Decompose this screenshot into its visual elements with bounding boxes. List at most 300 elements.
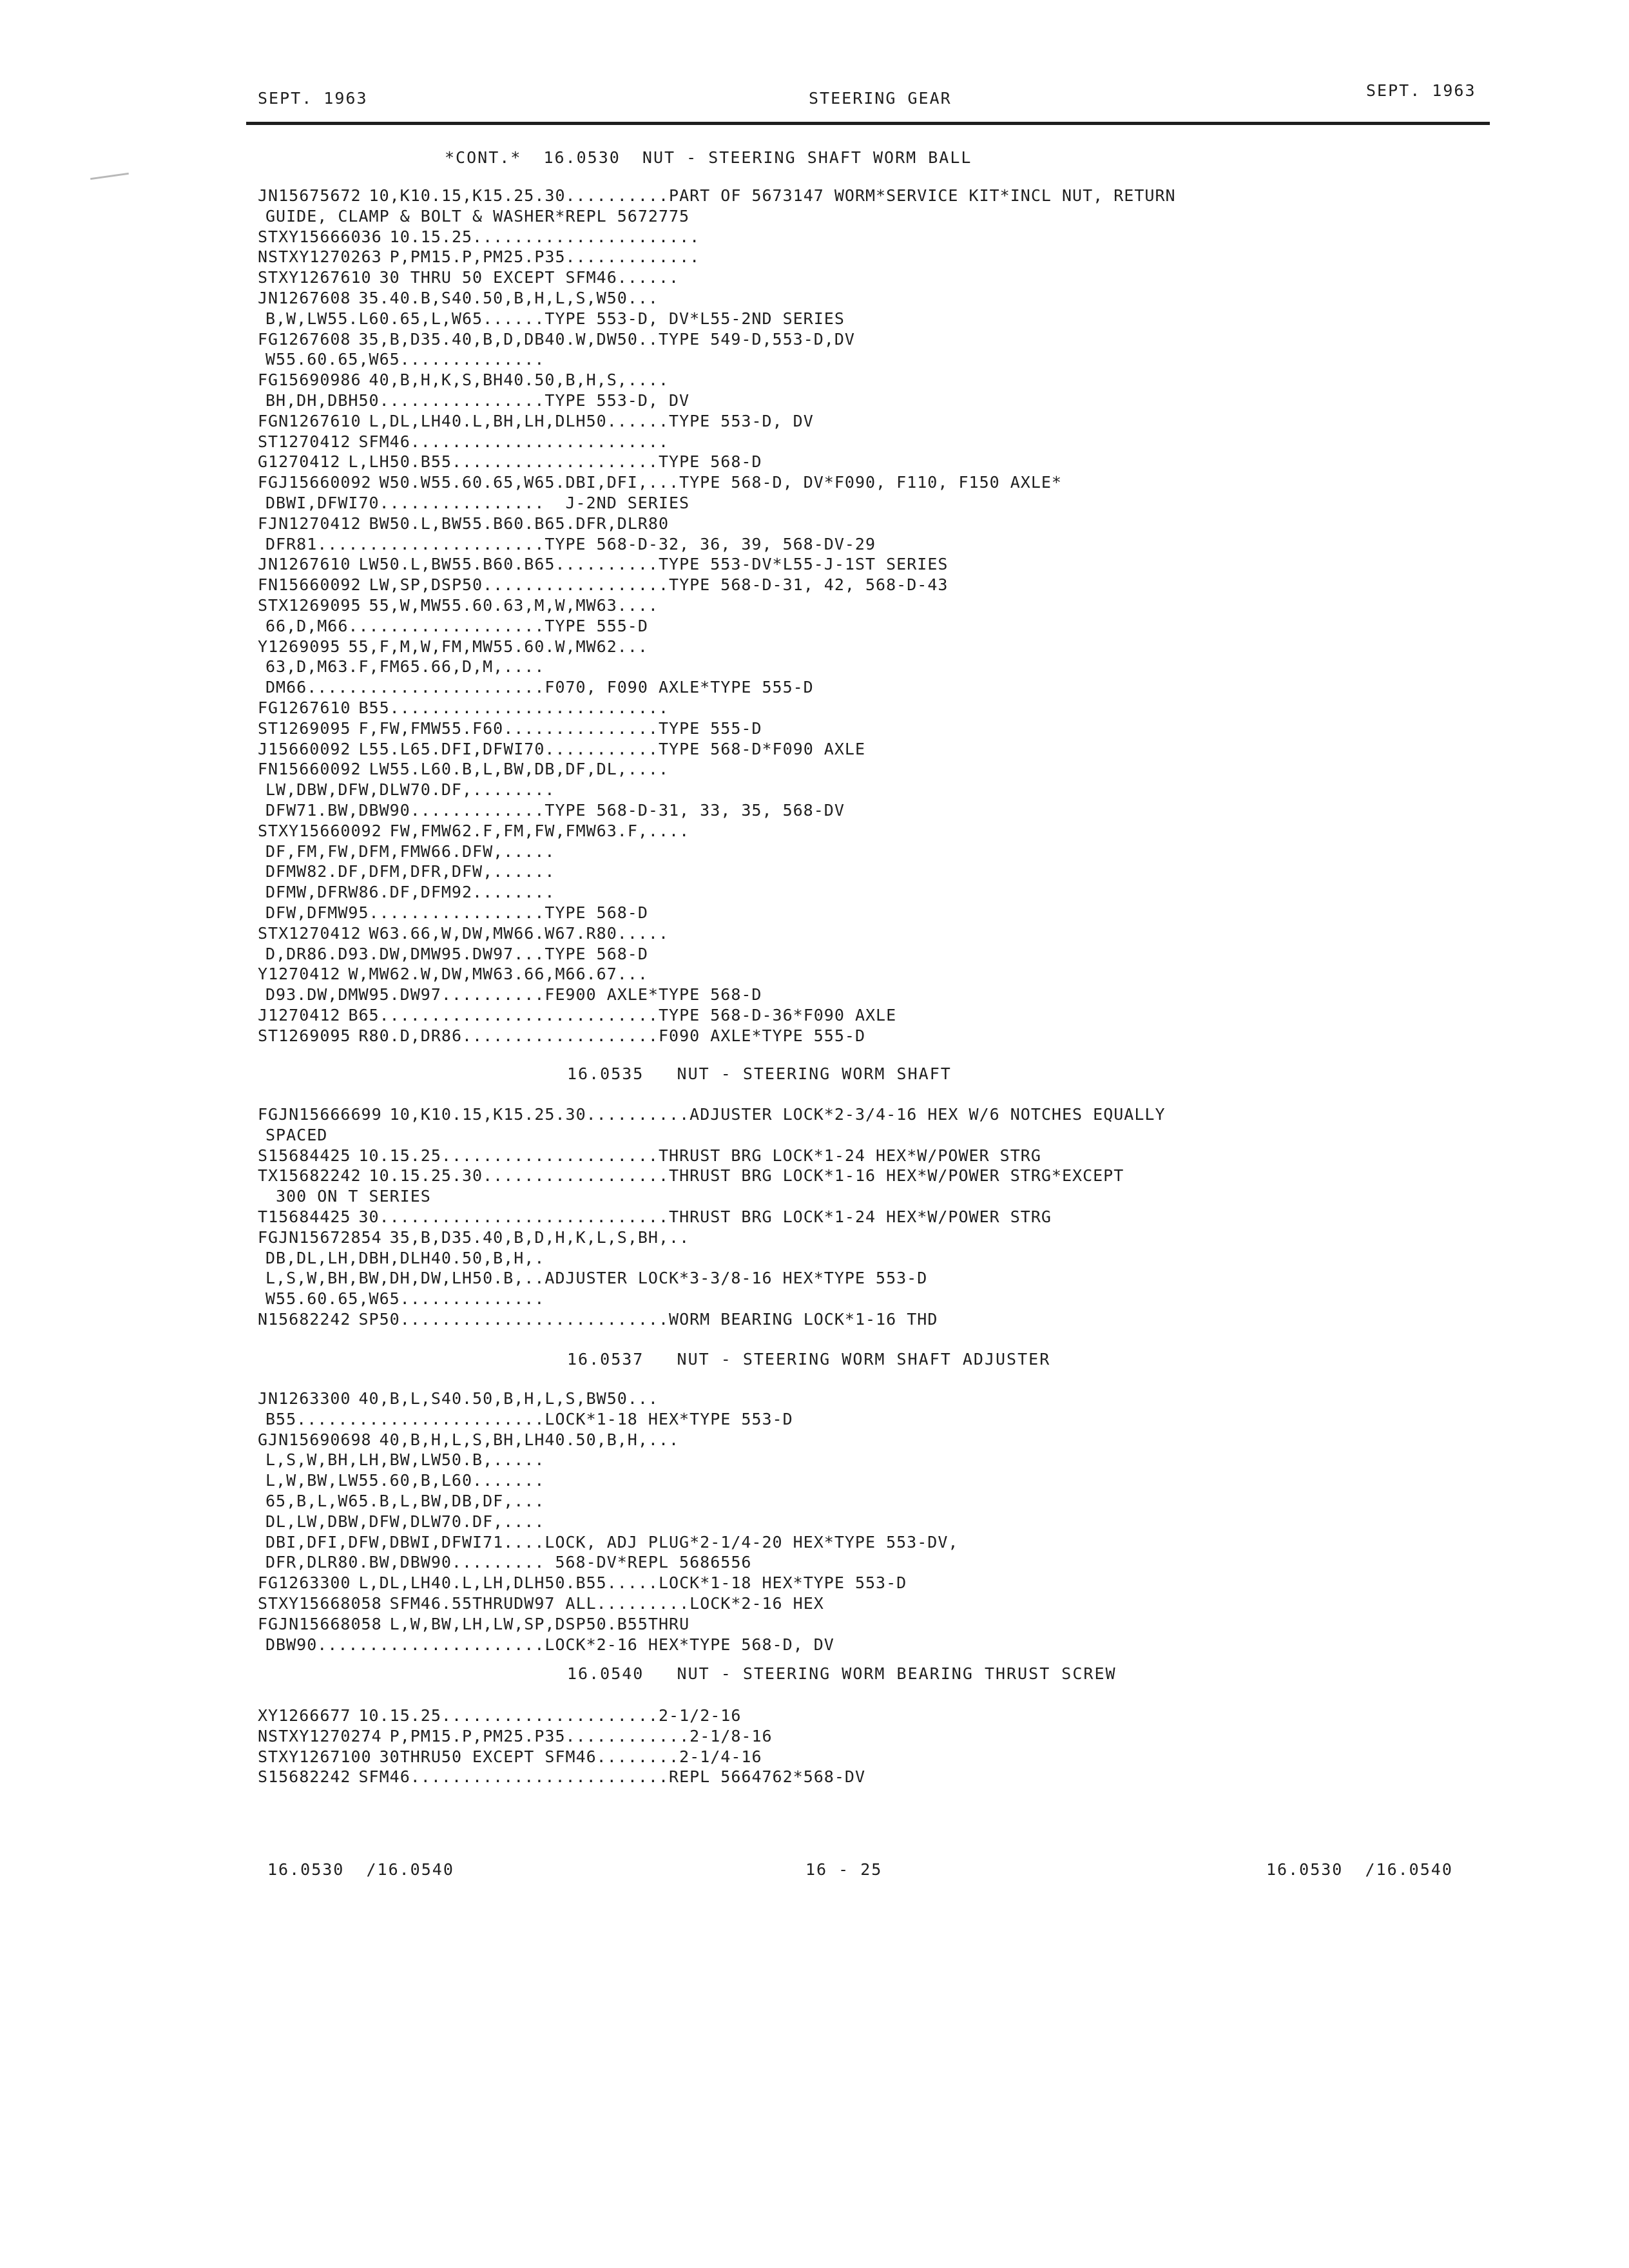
quantity: 1	[278, 1026, 289, 1045]
part-number: 5682242	[278, 1310, 351, 1329]
parts-row	[258, 309, 845, 329]
application: 10.15.25.....................	[358, 1706, 659, 1725]
part-number: 267610	[299, 411, 361, 430]
application: LW,SP,DSP50..................	[369, 575, 670, 595]
part-number: 269095	[289, 718, 351, 738]
parts-row	[258, 1726, 773, 1746]
part-number: 270274	[320, 1726, 382, 1745]
part-number: 5690986	[289, 370, 361, 390]
quantity: 1	[278, 1706, 289, 1725]
quantity: 1	[289, 1430, 300, 1449]
part-number: 270412	[299, 514, 361, 533]
description: ADJUSTER LOCK*2-3/4-16 HEX W/6 NOTCHES EQUALLY	[689, 1105, 1166, 1124]
application: 40,B,H,L,S,BH,LH40.50,B,H,...	[379, 1430, 680, 1449]
quantity: 1	[299, 1747, 310, 1766]
quantity: 1	[278, 1573, 289, 1593]
application: 35.40.B,S40.50,B,H,L,S,W50...	[358, 289, 659, 307]
part-number: 267610	[309, 268, 372, 287]
parts-row	[258, 1706, 741, 1725]
description: TYPE 555-D	[545, 616, 648, 635]
parts-row	[258, 1573, 907, 1593]
model-codes: STX	[258, 596, 289, 615]
application: B55...........................	[358, 698, 670, 717]
quantity: 1	[268, 965, 279, 984]
parts-row	[258, 1207, 1052, 1227]
model-codes: JN	[258, 1389, 279, 1408]
application: L,DL,LH40.L,LH,DLH50.B55.....	[358, 1573, 659, 1593]
application: 30............................	[358, 1207, 670, 1226]
application: 40,B,L,S40.50,B,H,L,S,BW50...	[358, 1389, 659, 1408]
parts-row	[258, 657, 545, 677]
description: FE900 AXLE*TYPE 568-D	[545, 985, 762, 1004]
application: DFR,DLR80.BW,DBW90.........	[265, 1553, 545, 1572]
quantity: 1	[299, 1614, 310, 1633]
parts-row	[258, 349, 545, 369]
description: F070, F090 AXLE*TYPE 555-D	[545, 678, 814, 697]
parts-row	[258, 206, 689, 226]
parts-row	[258, 1186, 431, 1206]
description: TYPE 568-D	[545, 944, 648, 963]
parts-row	[258, 718, 762, 738]
application: 10.15.25.30..................	[369, 1166, 670, 1186]
model-codes: JN	[258, 289, 279, 307]
parts-row	[258, 1309, 938, 1329]
part-number: 270263	[320, 247, 382, 267]
parts-row	[258, 677, 814, 697]
application: DL,LW,DBW,DFW,DLW70.DF,....	[265, 1512, 545, 1531]
parts-row	[258, 1450, 545, 1470]
parts-row	[258, 329, 855, 349]
application: BW50.L,BW55.B60.B65.DFR,DLR80	[369, 514, 670, 533]
part-number: 5660092	[299, 473, 372, 492]
parts-row	[258, 534, 876, 554]
application: B55........................	[265, 1409, 545, 1428]
application: 35,B,D35.40,B,D,DB40.W,DW50..	[358, 329, 659, 349]
application: DBWI,DFWI70................	[265, 494, 545, 512]
parts-row	[258, 923, 669, 943]
description: LOCK*1-18 HEX*TYPE 553-D	[545, 1409, 793, 1428]
model-codes: STXY	[258, 1747, 300, 1766]
parts-row	[258, 1430, 679, 1450]
part-number: 5660092	[278, 739, 351, 758]
model-codes: J	[258, 739, 269, 758]
parts-row	[258, 370, 669, 390]
quantity: 1	[289, 473, 300, 492]
parts-row	[258, 1532, 958, 1552]
model-codes: FN	[258, 760, 279, 779]
quantity: 1	[289, 923, 300, 943]
application: DBI,DFI,DFW,DBWI,DFWI71....	[265, 1532, 545, 1552]
header-date-right: SEPT. 1963	[1366, 81, 1476, 100]
part-number: 5666036	[309, 227, 382, 246]
quantity: 1	[268, 1767, 279, 1787]
part-number: 270412	[278, 1006, 341, 1024]
part-number: 5660092	[309, 821, 382, 840]
quantity: 1	[278, 718, 289, 738]
application: SFM46.........................	[358, 432, 670, 451]
application: LW55.L60.B,L,BW,DB,DF,DL,....	[369, 760, 670, 779]
part-number: 5675672	[289, 186, 361, 205]
description: REPL 5664762*568-DV	[669, 1767, 866, 1787]
description: TYPE 568-D	[658, 452, 762, 472]
model-codes: FG	[258, 329, 279, 349]
application: BH,DH,DBH50................	[265, 391, 545, 410]
description: THRUST BRG LOCK*1-24 HEX*W/POWER STRG	[658, 1146, 1041, 1165]
quantity: 1	[289, 596, 300, 615]
quantity: 1	[289, 514, 300, 533]
application: DFMW82.DF,DFM,DFR,DFW,......	[265, 862, 555, 881]
parts-row	[258, 882, 555, 902]
application: 10.15.25.....................	[358, 1146, 659, 1165]
parts-row	[258, 1268, 927, 1288]
model-codes: FGJ	[258, 473, 289, 492]
application: 63,D,M63.F,FM65.66,D,M,....	[265, 657, 545, 677]
quantity: 1	[278, 698, 289, 717]
header-title: STEERING GEAR	[809, 89, 952, 108]
quantity: 1	[299, 268, 310, 287]
application: DBW90......................	[265, 1635, 545, 1654]
parts-row	[258, 595, 659, 615]
application: L,S,W,BH,LH,BW,LW50.B,.....	[265, 1450, 545, 1470]
application: SP50..........................	[358, 1310, 670, 1329]
parts-row	[258, 1005, 896, 1025]
application: 55,F,M,W,FM,MW55.60.W,MW62...	[348, 637, 648, 656]
parts-row	[258, 964, 648, 984]
model-codes: FG	[258, 370, 279, 390]
quantity: 1	[278, 329, 289, 349]
section-title: 16.0535 NUT - STEERING WORM SHAFT	[567, 1064, 952, 1083]
model-codes: STXY	[258, 1594, 300, 1613]
quantity: 1	[309, 1726, 320, 1745]
part-number: 5690698	[299, 1430, 372, 1449]
part-number: 5672854	[309, 1227, 382, 1247]
application: L,W,BW,LW55.60,B,L60.......	[265, 1471, 545, 1490]
parts-row	[258, 1635, 834, 1655]
part-number: 267610	[289, 555, 351, 574]
part-number: 5660092	[289, 575, 361, 595]
parts-row	[258, 411, 814, 431]
model-codes: FGJN	[258, 1227, 300, 1247]
parts-row	[258, 1614, 689, 1634]
parts-row	[258, 1470, 545, 1490]
description: J-2ND SERIES	[545, 494, 690, 512]
description: F090 AXLE*TYPE 555-D	[658, 1026, 866, 1045]
application: DFMW,DFRW86.DF,DFM92........	[265, 883, 555, 902]
application: P,PM15.P,PM25.P35.............	[389, 247, 700, 267]
application: W55.60.65,W65..............	[265, 1289, 545, 1309]
parts-row	[258, 780, 555, 800]
model-codes: FJN	[258, 514, 289, 533]
application: B65...........................	[348, 1006, 659, 1024]
application: W63.66,W,DW,MW66.W67.R80.....	[369, 923, 670, 943]
section-title: 16.0537 NUT - STEERING WORM SHAFT ADJUSTER	[567, 1350, 1051, 1369]
model-codes: Y	[258, 637, 269, 656]
parts-row	[258, 759, 669, 779]
description: ADJUSTER LOCK*3-3/8-16 HEX*TYPE 553-D	[545, 1269, 928, 1288]
application: SFM46.55THRUDW97 ALL.........	[389, 1594, 690, 1613]
part-number: 269095	[278, 637, 341, 656]
section-title: 16.0540 NUT - STEERING WORM BEARING THRUST SCREW	[567, 1664, 1117, 1683]
parts-row	[258, 452, 762, 472]
description: LOCK*2-16 HEX*TYPE 568-D, DV	[545, 1635, 834, 1654]
description: TYPE 553-D, DV	[545, 391, 690, 410]
description: TYPE 568-D-31, 42, 568-D-43	[669, 575, 949, 595]
description: LOCK*1-18 HEX*TYPE 553-D	[658, 1573, 907, 1593]
parts-row	[258, 739, 865, 759]
description: TYPE 568-D-36*F090 AXLE	[658, 1006, 897, 1024]
parts-row	[258, 1146, 1041, 1166]
description: 568-DV*REPL 5686556	[545, 1553, 752, 1572]
application: 65,B,L,W65.B,L,BW,DB,DF,...	[265, 1492, 545, 1510]
part-number: 270412	[278, 452, 341, 472]
application: B,W,LW55.L60.65,L,W65......	[265, 309, 545, 328]
description: THRUST BRG LOCK*1-16 HEX*W/POWER STRG*EXCEPT	[669, 1166, 1124, 1186]
parts-row	[258, 985, 762, 1004]
description: 2-1/4-16	[679, 1747, 762, 1766]
part-number: 5668058	[309, 1614, 382, 1633]
application: 30THRU50 EXCEPT SFM46........	[379, 1747, 680, 1766]
parts-row	[258, 1227, 689, 1247]
parts-row	[258, 1125, 327, 1145]
application: DF,FM,FW,DFM,FMW66.DFW,.....	[265, 841, 555, 861]
part-number: 5684425	[278, 1207, 351, 1226]
model-codes: N	[258, 1310, 269, 1329]
parts-row	[258, 944, 648, 964]
description: 2-1/8-16	[689, 1726, 773, 1745]
quantity: 1	[268, 739, 279, 758]
description: TYPE 555-D	[658, 718, 762, 738]
description: GUIDE, CLAMP & BOLT & WASHER*REPL 5672775	[265, 206, 690, 226]
application: L,DL,LH40.L,BH,LH,DLH50......	[369, 411, 670, 430]
part-number: 263300	[289, 1573, 351, 1593]
parts-row	[258, 1767, 865, 1787]
parts-row	[258, 390, 689, 410]
parts-row	[258, 637, 648, 657]
description: TYPE 549-D,553-D,DV	[658, 329, 855, 349]
model-codes: GJN	[258, 1430, 289, 1449]
part-number: 5660092	[289, 760, 361, 779]
quantity: 1	[278, 186, 289, 205]
model-codes: FG	[258, 1573, 279, 1593]
parts-row	[258, 821, 689, 841]
description: 300 ON T SERIES	[265, 1187, 431, 1206]
quantity: 1	[309, 247, 320, 267]
model-codes: ST	[258, 432, 279, 451]
application: 10,K10.15,K15.25.30..........	[369, 186, 670, 205]
part-number: 269095	[299, 596, 361, 615]
part-number: 267608	[289, 329, 351, 349]
section-title: *CONT.* 16.0530 NUT - STEERING SHAFT WORM BALL	[445, 148, 972, 167]
quantity: 1	[278, 575, 289, 595]
parts-row	[258, 800, 845, 820]
part-number: 267608	[289, 289, 351, 307]
part-number: 266677	[289, 1706, 351, 1725]
parts-row	[258, 288, 659, 308]
parts-row	[258, 1593, 824, 1613]
parts-row	[258, 1248, 545, 1268]
model-codes: XY	[258, 1706, 279, 1725]
application: F,FW,FMW55.F60...............	[358, 718, 659, 738]
model-codes: S	[258, 1146, 269, 1165]
application: L55.L65.DFI,DFWI70...........	[358, 739, 659, 758]
parts-row	[258, 227, 700, 247]
application: 40,B,H,K,S,BH40.50,B,H,S,....	[369, 370, 670, 390]
parts-row	[258, 554, 948, 574]
quantity: 1	[289, 411, 300, 430]
parts-row	[258, 267, 679, 287]
scan-mark	[90, 173, 129, 180]
quantity: 1	[278, 555, 289, 574]
model-codes: JN	[258, 555, 279, 574]
quantity: 1	[278, 1389, 289, 1408]
quantity: 1	[299, 1105, 310, 1124]
quantity: 1	[268, 1146, 279, 1165]
description: 2-1/2-16	[658, 1706, 742, 1725]
model-codes: ST	[258, 1026, 279, 1045]
parts-row	[258, 1512, 545, 1532]
application: DB,DL,LH,DBH,DLH40.50,B,H,.	[265, 1248, 545, 1267]
model-codes: STXY	[258, 268, 300, 287]
parts-row	[258, 1289, 545, 1309]
description: TYPE 568-D, DV*F090, F110, F150 AXLE*	[679, 473, 1062, 492]
part-number: 267100	[309, 1747, 372, 1766]
description: TYPE 553-D, DV	[669, 411, 814, 430]
application: DFR81......................	[265, 534, 545, 553]
model-codes: FG	[258, 698, 279, 717]
model-codes: NSTXY	[258, 247, 310, 267]
model-codes: FGJN	[258, 1105, 300, 1124]
quantity: 1	[278, 1166, 289, 1186]
quantity: 1	[299, 1227, 310, 1247]
quantity: 1	[278, 760, 289, 779]
part-number: 267610	[289, 698, 351, 717]
parts-row	[258, 514, 669, 533]
application: L,S,W,BH,BW,DH,DW,LH50.B,..	[265, 1269, 545, 1288]
application: LW50.L,BW55.B60.B65..........	[358, 555, 659, 574]
model-codes: G	[258, 452, 269, 472]
application: 10.15.25......................	[389, 227, 700, 246]
description: TYPE 568-D-32, 36, 39, 568-DV-29	[545, 534, 876, 553]
parts-row	[258, 616, 648, 636]
model-codes: FGN	[258, 411, 289, 430]
model-codes: J	[258, 1006, 269, 1024]
quantity: 1	[268, 1207, 279, 1226]
quantity: 1	[299, 1594, 310, 1613]
quantity: 1	[268, 1006, 279, 1024]
description: PART OF 5673147 WORM*SERVICE KIT*INCL NUT, RETURN	[669, 186, 1176, 205]
parts-row	[258, 903, 648, 923]
quantity: 1	[299, 227, 310, 246]
model-codes: NSTXY	[258, 1726, 310, 1745]
quantity: 1	[278, 432, 289, 451]
application: FW,FMW62.F,FM,FW,FMW63.F,....	[389, 821, 690, 840]
parts-row	[258, 861, 555, 881]
header-date-left: SEPT. 1963	[258, 89, 368, 108]
application: R80.D,DR86...................	[358, 1026, 659, 1045]
part-number: 270412	[299, 923, 361, 943]
quantity: 1	[278, 289, 289, 307]
parts-row	[258, 575, 948, 595]
part-number: 270412	[289, 432, 351, 451]
description: TYPE 568-D	[545, 903, 648, 922]
footer-range-left: 16.0530 /16.0540	[267, 1860, 454, 1879]
description: TYPE 568-D-31, 33, 35, 568-DV	[545, 801, 845, 820]
application: L,LH50.B55....................	[348, 452, 659, 472]
part-number: 5668058	[309, 1594, 382, 1613]
parts-row	[258, 472, 1062, 492]
application: 30 THRU 50 EXCEPT SFM46......	[379, 268, 680, 287]
model-codes: STXY	[258, 821, 300, 840]
application: SFM46.........................	[358, 1767, 670, 1787]
parts-row	[258, 841, 555, 861]
parts-row	[258, 1747, 762, 1767]
quantity: 1	[299, 821, 310, 840]
part-number: 5666699	[309, 1105, 382, 1124]
application: DM66.......................	[265, 678, 545, 697]
application: 55,W,MW55.60.63,M,W,MW63....	[369, 596, 659, 615]
description: TYPE 568-D*F090 AXLE	[658, 739, 866, 758]
part-number: 5684425	[278, 1146, 351, 1165]
parts-row	[258, 1166, 1124, 1186]
parts-row	[258, 1491, 545, 1511]
parts-row	[258, 1104, 1166, 1124]
application: DFW71.BW,DBW90.............	[265, 801, 545, 820]
quantity: 1	[278, 370, 289, 390]
description: TYPE 553-DV*L55-J-1ST SERIES	[658, 555, 949, 574]
model-codes: T	[258, 1207, 269, 1226]
quantity: 1	[268, 1310, 279, 1329]
parts-row	[258, 698, 669, 718]
header-rule	[246, 122, 1490, 125]
model-codes: FGJN	[258, 1614, 300, 1633]
footer-page-number: 16 - 25	[805, 1860, 883, 1879]
model-codes: S	[258, 1767, 269, 1787]
parts-row	[258, 1026, 865, 1046]
description: TYPE 553-D, DV*L55-2ND SERIES	[545, 309, 845, 328]
application: 10,K10.15,K15.25.30..........	[389, 1105, 690, 1124]
footer-range-right: 16.0530 /16.0540	[1266, 1860, 1453, 1879]
model-codes: JN	[258, 186, 279, 205]
application: D93.DW,DMW95.DW97..........	[265, 985, 545, 1004]
description: LOCK, ADJ PLUG*2-1/4-20 HEX*TYPE 553-DV,	[545, 1532, 959, 1552]
model-codes: FN	[258, 575, 279, 595]
description: WORM BEARING LOCK*1-16 THD	[669, 1310, 938, 1329]
part-number: 5682242	[289, 1166, 361, 1186]
parts-row	[258, 1552, 751, 1572]
parts-row	[258, 1389, 659, 1408]
description: THRUST BRG LOCK*1-24 HEX*W/POWER STRG	[669, 1207, 1052, 1226]
part-number: 5682242	[278, 1767, 351, 1787]
parts-row	[258, 432, 669, 452]
application: D,DR86.D93.DW,DMW95.DW97...	[265, 944, 545, 963]
parts-row	[258, 247, 700, 267]
parts-row	[258, 186, 1176, 206]
model-codes: Y	[258, 965, 269, 984]
model-codes: ST	[258, 718, 279, 738]
parts-row	[258, 1409, 793, 1429]
part-number: 269095	[289, 1026, 351, 1045]
quantity: 1	[268, 452, 279, 472]
application: W55.60.65,W65..............	[265, 350, 545, 369]
application: 35,B,D35.40,B,D,H,K,L,S,BH,..	[389, 1227, 690, 1247]
description: LOCK*2-16 HEX	[689, 1594, 824, 1613]
model-codes: TX	[258, 1166, 279, 1186]
application: DFW,DFMW95.................	[265, 903, 545, 922]
application: 66,D,M66...................	[265, 616, 545, 635]
model-codes: STX	[258, 923, 289, 943]
application: P,PM15.P,PM25.P35............	[389, 1726, 690, 1745]
quantity: 1	[268, 637, 279, 656]
